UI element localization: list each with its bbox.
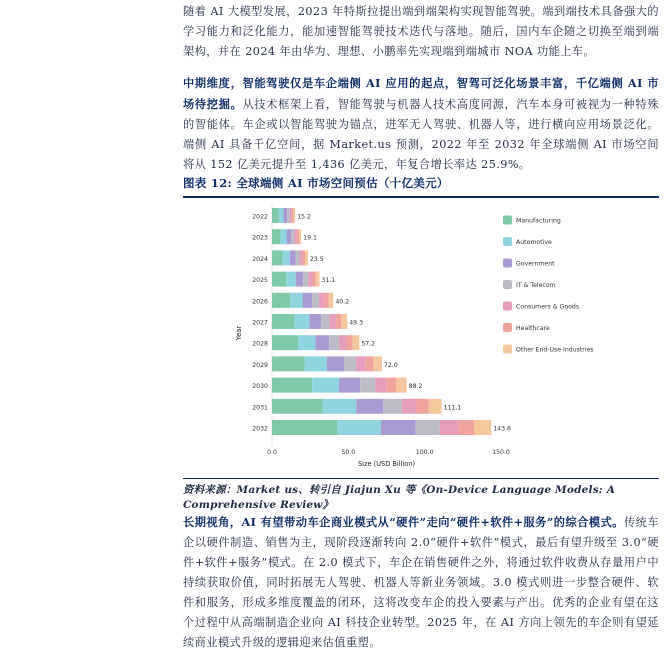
y-tick-label: 2025 — [252, 277, 268, 285]
y-axis-title: Year — [235, 325, 243, 341]
bar-segment — [356, 356, 366, 371]
bar-segment — [337, 420, 381, 435]
bar-segment — [272, 378, 312, 393]
bar-segment — [428, 399, 441, 414]
bar-total-label: 49.3 — [349, 319, 364, 327]
bar-segment — [341, 314, 347, 329]
bar-segment — [353, 335, 360, 350]
bar-segment — [323, 399, 357, 414]
bar-segment — [296, 250, 300, 265]
legend-swatch — [503, 280, 512, 289]
legend-label: Manufacturing — [516, 217, 561, 225]
bar-segment — [296, 272, 303, 287]
bar-segment — [366, 356, 374, 371]
y-tick-label: 2029 — [252, 361, 268, 369]
bar-segment — [339, 378, 360, 393]
bar-segment — [303, 272, 308, 287]
bar-segment — [272, 335, 298, 350]
bar-total-label: 40.2 — [335, 298, 350, 306]
bar-segment — [292, 208, 294, 223]
x-tick-label: 50.0 — [341, 449, 356, 456]
bar-total-label: 15.2 — [297, 213, 311, 221]
bar-segment — [290, 293, 302, 308]
legend-swatch — [503, 323, 512, 332]
bar-segment — [387, 378, 396, 393]
bar-segment — [305, 356, 327, 371]
bar-segment — [381, 420, 416, 435]
bar-segment — [309, 314, 321, 329]
legend-label: Other End-Use Industries — [516, 346, 594, 354]
figure-bottom-rule — [183, 478, 659, 479]
long-term-paragraph — [183, 512, 659, 653]
bar-segment — [327, 356, 344, 371]
bar-segment — [290, 250, 296, 265]
bar-segment — [287, 208, 290, 223]
bar-segment — [279, 208, 284, 223]
bar-segment — [316, 335, 330, 350]
bar-segment — [402, 399, 417, 414]
bar-segment — [373, 356, 382, 371]
legend-label: Healthcare — [516, 325, 550, 332]
bar-segment — [272, 356, 305, 371]
bar-segment — [312, 272, 315, 287]
intro-text: 随着 AI 大模型发展，2023 年特斯拉提出端到端架构实现智能驾驶。端到端技术具备强大的学习能力和泛化能力，能加速智能驾驶技术迭代与落地。随后，国内车企随之切换至端到端架构，并在 2024 年由华为、理想、小鹏率先实现端到端城市 NOA 功能上车。 — [183, 5, 659, 58]
bar-segment — [375, 378, 387, 393]
bar-segment — [287, 229, 292, 244]
bar-segment — [272, 293, 290, 308]
bar-total-label: 19.1 — [303, 234, 317, 242]
bar-segment — [281, 229, 287, 244]
y-tick-label: 2026 — [252, 298, 268, 306]
bar-segment — [283, 208, 287, 223]
bar-segment — [360, 378, 375, 393]
bar-total-label: 31.1 — [321, 277, 336, 285]
bar-segment — [396, 378, 406, 393]
bar-segment — [272, 314, 294, 329]
x-axis-title: Size (USD Billion) — [357, 460, 416, 468]
figure-top-rule — [183, 196, 659, 198]
long-term-bold-lead: 长期视角，AI 有望带动车企商业模式从“硬件”走向“硬件+软件+服务”的综合模式。 — [183, 515, 624, 529]
legend-swatch — [503, 237, 512, 246]
x-tick-label: 150.0 — [492, 449, 510, 456]
bar-segment — [286, 272, 295, 287]
bar-total-label: 88.2 — [408, 383, 423, 391]
y-tick-label: 2027 — [252, 319, 268, 327]
bar-segment — [299, 229, 301, 244]
bar-segment — [283, 250, 290, 265]
bar-segment — [294, 229, 297, 244]
bar-segment — [299, 250, 302, 265]
bar-segment — [290, 208, 292, 223]
bar-segment — [383, 399, 402, 414]
bar-segment — [330, 314, 337, 329]
legend-label: Consumers & Goods — [516, 303, 580, 311]
bar-segment — [303, 250, 305, 265]
bar-total-label: 111.1 — [443, 404, 462, 412]
bar-segment — [272, 399, 323, 414]
bar-segment — [324, 293, 328, 308]
bar-segment — [305, 250, 308, 265]
bar-segment — [321, 314, 329, 329]
bar-segment — [440, 420, 459, 435]
bar-total-label: 23.5 — [309, 255, 324, 263]
bar-segment — [291, 229, 294, 244]
bar-segment — [297, 229, 299, 244]
bar-segment — [272, 420, 337, 435]
bar-total-label: 72.0 — [383, 361, 398, 369]
figure-source: 资料来源：Market us、转引自 Jiajun Xu 等《On-Device Language Models: A Comprehensive Review》 — [183, 484, 616, 511]
x-tick-label: 0.0 — [267, 449, 277, 456]
legend-label: IT & Telecom — [516, 282, 556, 289]
bar-total-label: 57.2 — [361, 340, 376, 348]
y-tick-label: 2030 — [252, 383, 268, 391]
bar-segment — [308, 272, 312, 287]
bar-segment — [316, 272, 320, 287]
long-term-text: 传统车企以硬件制造、销售为主，现阶段逐渐转向 2.0“硬件+软件”模式，最后有望升级至 3.0“硬件+软件+服务”模式。在 2.0 模式下，车企在销售硬件之外，将通过软件收费从存量用户中持续获取价值，同时拓展无人驾驶、机器人等新业务领域。3.0 模式则进一步整合硬件、软件和服务，形成多维度覆盖的闭环，这将改变车企的投入要素与产出。优秀的企业有望在这个过程中从高端制造企业向 AI 科技企业转型。2025 年，在 AI 方向上领先的车企则有望延续商业模式升级的逻辑迎来估值重塑。 — [183, 516, 659, 649]
y-tick-label: 2031 — [252, 404, 268, 412]
bar-segment — [294, 314, 309, 329]
bar-segment — [298, 335, 315, 350]
bar-segment — [272, 208, 279, 223]
market-size-chart — [183, 200, 659, 476]
legend-swatch — [503, 345, 512, 354]
bar-segment — [272, 250, 283, 265]
bar-segment — [417, 399, 429, 414]
bar-segment — [474, 420, 491, 435]
bar-segment — [272, 229, 281, 244]
bar-segment — [339, 335, 347, 350]
mid-term-paragraph — [183, 73, 659, 175]
legend-swatch — [503, 216, 512, 225]
y-tick-label: 2024 — [252, 255, 268, 263]
bar-segment — [319, 293, 324, 308]
mid-term-text: 从技术框架上看，智能驾驶与机器人技术高度同源，汽车本身可被视为一种特殊的智能体。车企或以智能驾驶为锚点，进军无人驾驶、机器人等，进行横向应用场景泛化。端侧 AI 具备千亿空间，据 Market.us 预测，2022 年至 2032 年全球端侧 AI 市场空间将从 152 亿美元提升至 1,436 亿美元，年复合增长率达 25.9%。 — [183, 98, 659, 171]
bar-segment — [312, 378, 339, 393]
y-tick-label: 2028 — [252, 340, 268, 348]
y-tick-label: 2032 — [252, 425, 268, 433]
intro-paragraph — [183, 2, 659, 62]
bar-segment — [329, 335, 339, 350]
bar-segment — [312, 293, 319, 308]
legend-swatch — [503, 302, 512, 311]
bar-segment — [336, 314, 341, 329]
legend-label: Government — [516, 260, 555, 268]
bar-segment — [329, 293, 334, 308]
figure-title: 图表 12: 全球端侧 AI 市场空间预估（十亿美元） — [183, 176, 449, 190]
bar-segment — [272, 272, 286, 287]
bar-segment — [356, 399, 383, 414]
bar-total-label: 143.6 — [493, 425, 511, 433]
bar-segment — [303, 293, 313, 308]
legend-swatch — [503, 259, 512, 268]
x-tick-label: 100.0 — [415, 449, 434, 456]
y-tick-label: 2023 — [252, 234, 268, 242]
bar-segment — [293, 208, 295, 223]
legend-label: Automotive — [516, 239, 552, 246]
bar-segment — [459, 420, 474, 435]
mid-term-bold-lead: 中期维度，智能驾驶仅是车企端侧 AI 应用的起点，智驾可泛化场景丰富，千亿端侧 AI 市场待挖掘。 — [183, 76, 659, 111]
bar-segment — [416, 420, 440, 435]
y-tick-label: 2022 — [252, 213, 268, 221]
bar-segment — [347, 335, 353, 350]
bar-segment — [344, 356, 356, 371]
